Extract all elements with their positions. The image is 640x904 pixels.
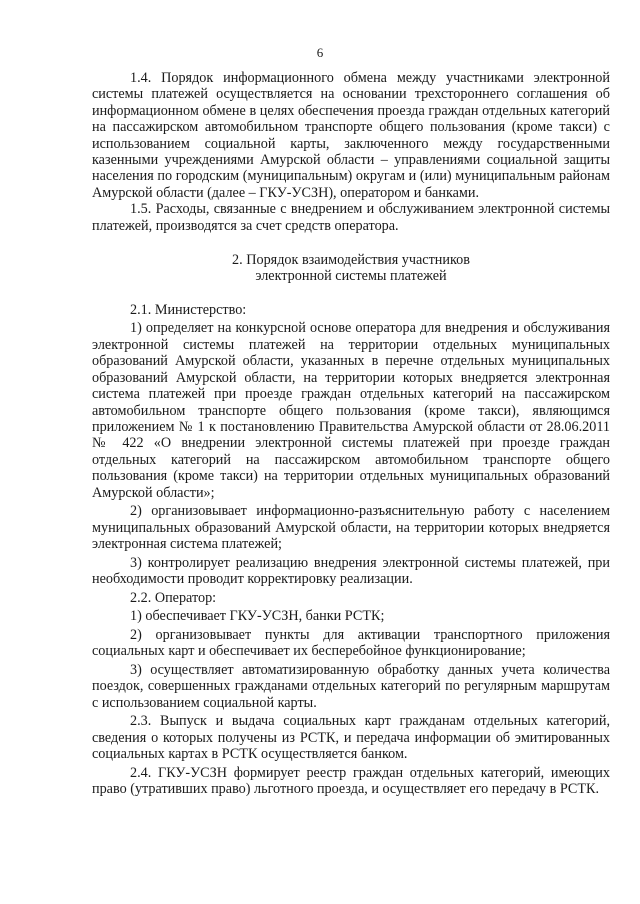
paragraph-1-4: 1.4. Порядок информационного обмена между участниками электронной системы платежей осуществляется на основании трехстороннего соглашения об информационном обмене в целях обеспечения проезда граждан отдельных категорий на пассажирском автомобильном транспорте общего пользования (кроме такси) с использованием социальной карты, заключенного между государственными казенными учреждениями Амурской области – управлениями социальной защиты населения по городским (муниципальным) округам и (или) муниципальным районам Амурской области (далее – ГКУ-УСЗН), оператором и банками. — [92, 70, 610, 201]
paragraph-2-2: 2.2. Оператор: — [130, 589, 217, 606]
section-heading — [92, 252, 610, 285]
paragraph-2-2-item-3: 3) осуществляет автоматизированную обработку данных учета количества поездок, совершенных гражданами отдельных категорий по регулярным маршрутам с использованием социальной карты. — [92, 661, 610, 711]
page-number: 6 — [316, 45, 324, 60]
section-heading-line-2: электронной системы платежей — [255, 268, 447, 285]
document-body — [92, 70, 610, 800]
paragraph-2-1: 2.1. Министерство: — [130, 301, 247, 318]
paragraph-2-1-item-1: 1) определяет на конкурсной основе оператора для внедрения и обслуживания электронной системы платежей на территории отдельных муниципальных образований Амурской области, указанных в перечне отдельных муниципальных образований Амурской области, на территории которых внедряется электронная система платежей при проезде граждан отдельных категорий на пассажирском автомобильном транспорте общего пользования (кроме такси), являющимся приложением № 1 к постановлению Правительства Амурской области от 28.06.2011 № 422 «О внедрении электронной системы платежей при проезде граждан отдельных категорий на пассажирском автомобильном транспорте общего пользования (кроме такси) на территории отдельных муниципальных образований Амурской области»; — [92, 320, 610, 501]
paragraph-2-2-item-2: 2) организовывает пункты для активации транспортного приложения социальных карт и обеспечивает их бесперебойное функционирование; — [92, 626, 610, 660]
paragraph-2-1-item-2: 2) организовывает информационно-разъяснительную работу с населением муниципальных образований Амурской области, на территории которых внедряется электронная система платежей; — [92, 503, 610, 552]
paragraph-2-4: 2.4. ГКУ-УСЗН формирует реестр граждан отдельных категорий, имеющих право (утративших право) льготного проезда, и осуществляет его передачу в РСТК. — [92, 764, 610, 797]
section-heading-line-1: 2. Порядок взаимодействия участников — [232, 252, 470, 269]
paragraph-2-2-item-1: 1) обеспечивает ГКУ-УСЗН, банки РСТК; — [130, 608, 385, 625]
paragraph-1-5: 1.5. Расходы, связанные с внедрением и обслуживанием электронной системы платежей, производятся за счет средств оператора. — [92, 201, 610, 234]
paragraph-2-1-item-3: 3) контролирует реализацию внедрения электронной системы платежей, при необходимости проводит корректировку реализации. — [92, 554, 610, 587]
paragraph-2-3: 2.3. Выпуск и выдача социальных карт гражданам отдельных категорий, сведения о которых получены из РСТК, и передача информации об эмитированных социальных картах в РСТК осуществляется банком. — [92, 713, 610, 762]
